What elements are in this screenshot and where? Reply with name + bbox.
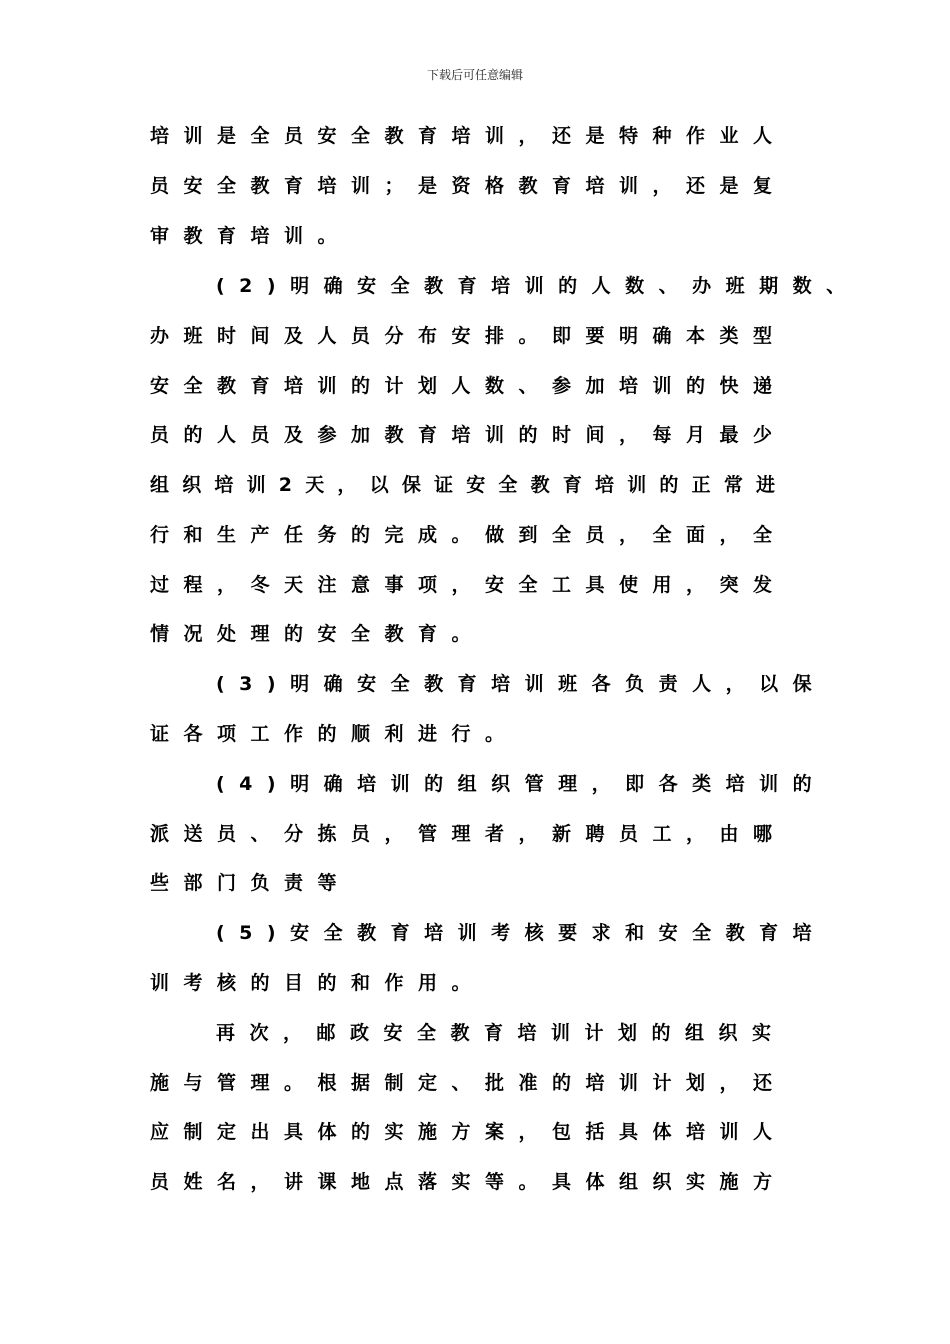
text-line: 员安全教育培训；是资格教育培训，还是复 <box>150 175 787 197</box>
text-line: (5)安全教育培训考核要求和安全教育培 <box>216 922 827 944</box>
text-line: 情况处理的安全教育。 <box>150 623 486 645</box>
text-line: 员姓名，讲课地点落实等。具体组织实施方 <box>150 1171 787 1193</box>
text-line: 组织培训2天，以保证安全教育培训的正常进 <box>150 474 789 496</box>
text-line: 过程，冬天注意事项，安全工具使用，突发 <box>150 574 787 596</box>
text-line: (3)明确安全教育培训班各负责人，以保 <box>216 673 827 695</box>
text-line: 审教育培训。 <box>150 225 352 247</box>
text-line: 派送员、分拣员，管理者，新聘员工，由哪 <box>150 823 787 845</box>
text-line: (4)明确培训的组织管理，即各类培训的 <box>216 773 827 795</box>
text-line: (2)明确安全教育培训的人数、办班期数、 <box>216 275 860 297</box>
page-header-note: 下载后可任意编辑 <box>426 68 523 82</box>
text-line: 办班时间及人员分布安排。即要明确本类型 <box>150 325 787 347</box>
text-line: 行和生产任务的完成。做到全员，全面，全 <box>150 524 787 546</box>
text-line: 训考核的目的和作用。 <box>150 972 486 994</box>
text-line: 安全教育培训的计划人数、参加培训的快递 <box>150 375 787 397</box>
text-line: 施与管理。根据制定、批准的培训计划，还 <box>150 1072 787 1094</box>
text-line: 员的人员及参加教育培训的时间，每月最少 <box>150 424 787 446</box>
text-line: 些部门负责等 <box>150 872 352 894</box>
text-line: 培训是全员安全教育培训，还是特种作业人 <box>150 125 787 147</box>
text-line: 证各项工作的顺利进行。 <box>150 723 519 745</box>
text-line: 应制定出具体的实施方案，包括具体培训人 <box>150 1121 787 1143</box>
text-line: 再次，邮政安全教育培训计划的组织实 <box>216 1022 786 1044</box>
